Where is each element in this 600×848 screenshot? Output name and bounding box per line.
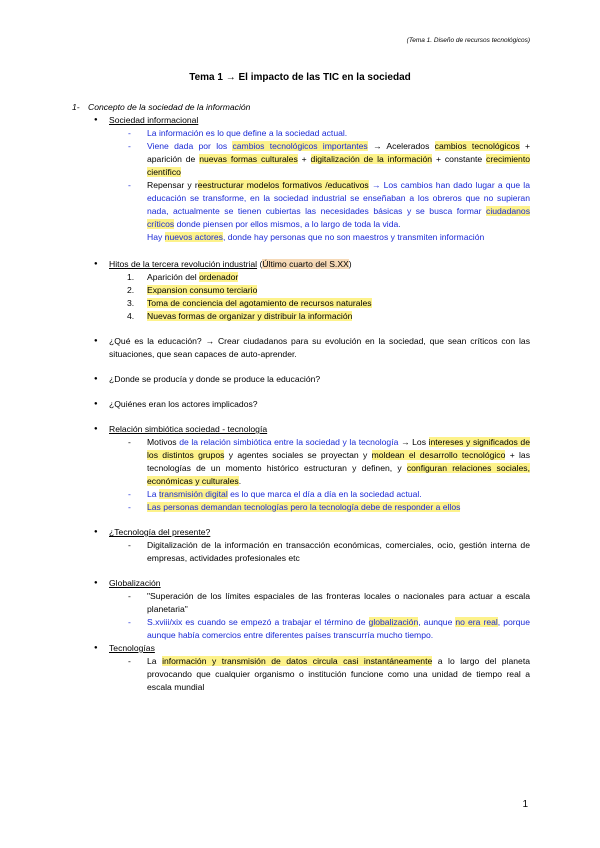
dash-item: - S.xviii/xix es cuando se empezó a trabajar el término de globalización, aunque no era real, porque aunque había comercios entre diferentes países transcurría mucho tiempo. — [72, 616, 530, 642]
bullet-sociedad-informacional: ● Sociedad informacional — [72, 114, 530, 127]
bullet-globalizacion: ● Globalización — [72, 577, 530, 590]
bullet-tecnologia-presente: ● ¿Tecnología del presente? — [72, 526, 530, 539]
dash-item: - Motivos de la relación simbiótica entre la sociedad y la tecnología → Los intereses y significados de los distintos grupos y agentes sociales se proyectan y moldean el desarrollo tecnológico + las tecnologías de un momento histórico estructuran y definen, y configuran relaciones sociales, económicas y culturales. — [72, 436, 530, 488]
dash-item: - La información y transmisión de datos circula casi instantáneamente a lo largo del planeta provocando que cualquier organismo o institución funcione como una unidad de tiempo real a escala mundial — [72, 655, 530, 694]
page-number: 1 — [522, 799, 528, 810]
dash-item: - Digitalización de la información en transacción económicas, comerciales, ocio, gestión interna de empresas, actividades profesionales etc — [72, 539, 530, 565]
document-body — [72, 101, 530, 694]
bullet-relacion-simbiotica: ● Relación simbiótica sociedad - tecnología — [72, 423, 530, 436]
dash-item: - Viene dada por los cambios tecnológicos importantes → Acelerados cambios tecnológicos + aparición de nuevas formas culturales + digitalización de la información + constante crecimiento científico — [72, 140, 530, 179]
bullet-hitos: ● Hitos de la tercera revolución industrial (Último cuarto del S.XX) — [72, 258, 530, 271]
dash-item: - Repensar y reestructurar modelos formativos /educativos → Los cambios han dado lugar a que la educación se transforme, en la sociedad industrial se enseñaban a los obreros que no supieran nada, actualmente se tienen cubiertas las necesidades básicas y se busca formar ciudadanos críticos donde piensen por ellos mismos, a lo largo de toda la vida. — [72, 179, 530, 231]
bullet-actores: ● ¿Quiénes eran los actores implicados? — [72, 398, 530, 411]
numbered-item: 1. Aparición del ordenador — [127, 272, 239, 282]
dash-item: - Las personas demandan tecnologías pero la tecnología debe de responder a ellos — [72, 501, 530, 514]
bullet-tecnologias: ● Tecnologías — [72, 642, 530, 655]
page-title: Tema 1 → El impacto de las TIC en la sociedad — [189, 72, 411, 83]
dash-continuation: Hay nuevos actores, donde hay personas que no son maestros y transmiten información — [147, 232, 485, 242]
bullet-donde: ● ¿Donde se producía y donde se produce la educación? — [72, 373, 530, 386]
dash-item: - La transmisión digital es lo que marca el día a día en la sociedad actual. — [72, 488, 530, 501]
dash-item: - "Superación de los límites espaciales de las fronteras locales o nacionales para actuar a escala planetaria" — [72, 590, 530, 616]
section-heading: 1- Concepto de la sociedad de la información — [72, 102, 251, 112]
dash-item: - La información es lo que define a la sociedad actual. — [72, 127, 530, 140]
bullet-educacion: ● ¿Qué es la educación? → Crear ciudadanos para su evolución en la sociedad, que sean críticos con las situaciones, que sean capaces de auto-aprender. — [72, 335, 530, 361]
numbered-item: 4. Nuevas formas de organizar y distribuir la información — [127, 311, 353, 321]
page-header: (Tema 1. Diseño de recursos tecnológicos) — [406, 37, 530, 44]
numbered-item: 2. Expansion consumo terciario — [127, 285, 258, 295]
numbered-item: 3. Toma de conciencia del agotamiento de recursos naturales — [127, 298, 372, 308]
